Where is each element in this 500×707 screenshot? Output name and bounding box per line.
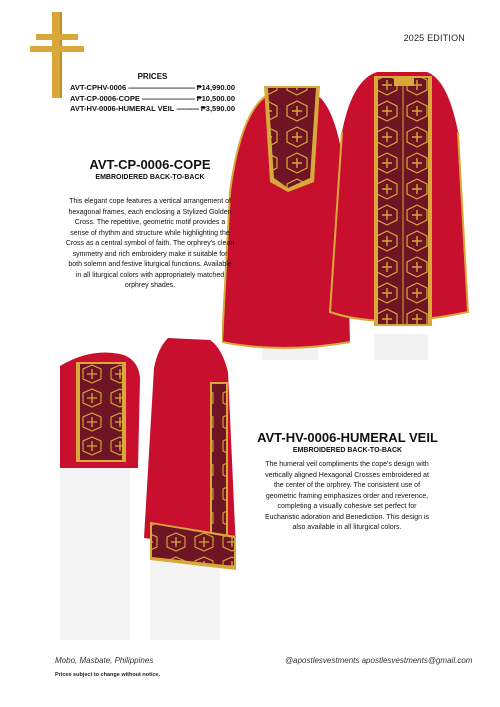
leader-dots xyxy=(142,94,195,105)
veil-subtitle: EMBROIDERED BACK-TO-BACK xyxy=(292,447,403,454)
footer-location: Mobo, Masbate, Philippines xyxy=(55,656,154,665)
price-value: ₱3,590.00 xyxy=(200,104,235,113)
price-row xyxy=(70,94,235,105)
leader-dots xyxy=(176,104,198,115)
price-row xyxy=(70,83,235,94)
cope-title: AVT-CP-0006-COPE xyxy=(89,157,211,172)
footer-contact: @apostlesvestments apostlesvestments@gmail.com xyxy=(285,656,473,665)
cope-product-photo xyxy=(222,72,472,362)
price-list-title: PRICES xyxy=(137,72,168,81)
price-value: ₱14,990.00 xyxy=(196,83,235,92)
veil-heading xyxy=(255,430,440,454)
price-value: ₱10,500.00 xyxy=(196,93,235,103)
veil-title: AVT-HV-0006-HUMERAL VEIL xyxy=(257,430,438,445)
price-notice: Prices subject to change without notice. xyxy=(55,672,161,678)
price-row xyxy=(70,104,235,115)
humeral-veil-product-photo xyxy=(50,338,240,640)
leader-dots xyxy=(128,83,194,94)
price-code: AVT-CPHV-0006 xyxy=(70,83,127,92)
veil-description: The humeral veil compliments the cope's design with vertically aligned Hexagonal Crosses embroidered at the center of the orphrey. The consistent use of geometric framing emphasizes order and reverence, completing a visually cohesive set perfect for Eucharistic adoration and Benediction. This design is also available in all liturgical colors. xyxy=(264,461,430,531)
edition-label: 2025 EDITION xyxy=(403,33,465,43)
price-code: AVT-CP-0006-COPE xyxy=(70,93,140,103)
cope-description: This elegant cope features a vertical arrangement of hexagonal frames, each enclosing a Stylized Golden Cross. The repetitive, geometric motif provides a sense of rhythm and structure while highlighting the Cross as a central symbol of faith. The orphrey's clean symmetry and rich embroidery make it suitable for both solemn and festive liturgical functions. Available in all liturgical colors with appropriately matched orphrey shades. xyxy=(65,198,235,289)
price-code: AVT-HV-0006-HUMERAL VEIL xyxy=(70,104,175,113)
price-list xyxy=(70,72,235,115)
cope-heading xyxy=(60,157,240,181)
cope-subtitle: EMBROIDERED BACK-TO-BACK xyxy=(95,174,205,181)
